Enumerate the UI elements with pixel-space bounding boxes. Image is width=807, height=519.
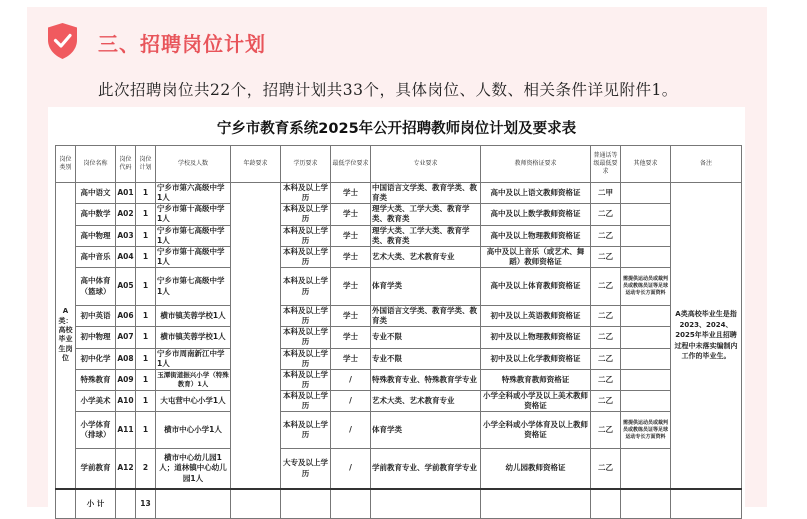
cell-other: 需提供运动员或裁判员或教练员证等足球运动专长方面资料 <box>621 412 671 449</box>
cell-name: 小学体育（排球） <box>76 412 116 449</box>
cell-plan: 1 <box>136 348 156 369</box>
cell-mandarin: 二乙 <box>591 246 621 267</box>
header-age: 年龄要求 <box>231 146 281 183</box>
table-title: 宁乡市教育系统2025年公开招聘教师岗位计划及要求表 <box>216 121 577 137</box>
table-row <box>56 225 742 246</box>
table-row <box>56 306 742 327</box>
cell-name: 学前教育 <box>76 449 116 489</box>
cell-name: 高中物理 <box>76 225 116 246</box>
cell-major: 专业不限 <box>371 327 481 348</box>
cell-plan: 2 <box>136 449 156 489</box>
cell-plan: 1 <box>136 225 156 246</box>
cell-certificate: 高中及以上音乐（或艺术、舞蹈）教师资格证 <box>481 246 591 267</box>
cell-major: 理学大类、工学大类、教育学类、教育类 <box>371 204 481 225</box>
cell-plan: 1 <box>136 391 156 412</box>
table-row <box>56 348 742 369</box>
cell-education: 本科及以上学历 <box>281 225 331 246</box>
table-row <box>56 183 742 204</box>
cell-major: 中国语言文学类、教育学类、教育类 <box>371 183 481 204</box>
cell-name: 初中化学 <box>76 348 116 369</box>
cell-major: 外国语言文学类、教育学类、教育类 <box>371 306 481 327</box>
cell-certificate: 小学全科或小学体育及以上教师资格证 <box>481 412 591 449</box>
recruitment-plan-table <box>55 145 742 519</box>
cell-name: 高中音乐 <box>76 246 116 267</box>
cell-code: A12 <box>116 449 136 489</box>
cell-certificate: 初中及以上化学教师资格证 <box>481 348 591 369</box>
cell-other <box>621 183 671 204</box>
cell-other <box>621 391 671 412</box>
cell-certificate: 高中及以上物理教师资格证 <box>481 225 591 246</box>
cell-plan: 1 <box>136 204 156 225</box>
cell-education: 本科及以上学历 <box>281 204 331 225</box>
cell-major: 理学大类、工学大类、教育学类、教育类 <box>371 225 481 246</box>
table-row <box>56 327 742 348</box>
cell-name: 初中英语 <box>76 306 116 327</box>
cell-certificate: 高中及以上语文教师资格证 <box>481 183 591 204</box>
cell-code: A11 <box>116 412 136 449</box>
cell-other <box>621 369 671 390</box>
cell-school: 大屯营中心小学1人 <box>156 391 231 412</box>
cell-certificate: 高中及以上体育教师资格证 <box>481 268 591 306</box>
cell-degree: / <box>331 369 371 390</box>
category-cell: A类：高校毕业生岗位 <box>56 183 76 489</box>
cell-school: 横市中心小学1人 <box>156 412 231 449</box>
cell-plan: 1 <box>136 183 156 204</box>
cell-plan: 1 <box>136 246 156 267</box>
age-cell <box>231 183 281 489</box>
cell-mandarin: 二乙 <box>591 306 621 327</box>
cell-school: 宁乡市周南新江中学1人 <box>156 348 231 369</box>
subtotal-row <box>56 489 742 519</box>
cell-mandarin: 二乙 <box>591 369 621 390</box>
table-row <box>56 204 742 225</box>
cell-certificate: 幼儿园教师资格证 <box>481 449 591 489</box>
cell-education: 本科及以上学历 <box>281 268 331 306</box>
cell-major: 学前教育专业、学前教育学专业 <box>371 449 481 489</box>
cell-degree: 学士 <box>331 246 371 267</box>
table-row <box>56 412 742 449</box>
cell-certificate: 初中及以上英语教师资格证 <box>481 306 591 327</box>
cell-code: A05 <box>116 268 136 306</box>
header-major: 专业要求 <box>371 146 481 183</box>
cell-education: 本科及以上学历 <box>281 391 331 412</box>
cell-name: 高中语文 <box>76 183 116 204</box>
cell-major: 体育学类 <box>371 412 481 449</box>
intro-paragraph: 此次招聘岗位共22个，招聘计划共33个，具体岗位、人数、相关条件详见附件1。 <box>98 81 678 99</box>
cell-mandarin: 二乙 <box>591 268 621 306</box>
cell-code: A10 <box>116 391 136 412</box>
cell-plan: 1 <box>136 268 156 306</box>
cell-major: 特殊教育专业、特殊教育学专业 <box>371 369 481 390</box>
cell-education: 本科及以上学历 <box>281 246 331 267</box>
cell-degree: 学士 <box>331 327 371 348</box>
table-row <box>56 268 742 306</box>
cell-other <box>621 246 671 267</box>
cell-mandarin: 二乙 <box>591 204 621 225</box>
table-header-row <box>56 146 742 183</box>
cell-other <box>621 348 671 369</box>
cell-name: 初中物理 <box>76 327 116 348</box>
cell-mandarin: 二乙 <box>591 449 621 489</box>
cell-degree: 学士 <box>331 225 371 246</box>
cell-major: 艺术大类、艺术教育专业 <box>371 246 481 267</box>
cell-school: 宁乡市第七高级中学1人 <box>156 268 231 306</box>
cell-degree: 学士 <box>331 183 371 204</box>
cell-school: 宁乡市第十高级中学1人 <box>156 204 231 225</box>
cell-plan: 1 <box>136 412 156 449</box>
cell-education: 本科及以上学历 <box>281 412 331 449</box>
cell-other <box>621 449 671 489</box>
cell-certificate: 特殊教育教师资格证 <box>481 369 591 390</box>
cell-code: A03 <box>116 225 136 246</box>
cell-education: 本科及以上学历 <box>281 183 331 204</box>
table-row <box>56 369 742 390</box>
cell-school: 宁乡市第六高级中学1人 <box>156 183 231 204</box>
section-heading: 三、招聘岗位计划 <box>98 32 266 56</box>
table-row <box>56 449 742 489</box>
cell-name: 高中体育（篮球） <box>76 268 116 306</box>
cell-degree: 学士 <box>331 204 371 225</box>
cell-mandarin: 二乙 <box>591 348 621 369</box>
table-row <box>56 246 742 267</box>
cell-mandarin: 二乙 <box>591 327 621 348</box>
cell-major: 体育学类 <box>371 268 481 306</box>
cell-name: 特殊教育 <box>76 369 116 390</box>
cell-other <box>621 225 671 246</box>
table-row <box>56 391 742 412</box>
cell-school: 横市镇芙蓉学校1人 <box>156 306 231 327</box>
cell-code: A01 <box>116 183 136 204</box>
cell-code: A09 <box>116 369 136 390</box>
cell-plan: 1 <box>136 306 156 327</box>
cell-degree: / <box>331 391 371 412</box>
cell-education: 本科及以上学历 <box>281 369 331 390</box>
cell-certificate: 小学全科或小学及以上美术教师资格证 <box>481 391 591 412</box>
cell-education: 本科及以上学历 <box>281 327 331 348</box>
header-certificate: 教师资格证要求 <box>481 146 591 183</box>
cell-mandarin: 二乙 <box>591 412 621 449</box>
cell-code: A02 <box>116 204 136 225</box>
header-education: 学历要求 <box>281 146 331 183</box>
cell-degree: 学士 <box>331 306 371 327</box>
remark-cell: A类高校毕业生是指2023、2024、2025年毕业且招聘过程中未落实编制内工作的毕业生。 <box>671 183 742 489</box>
cell-major: 专业不限 <box>371 348 481 369</box>
cell-name: 高中数学 <box>76 204 116 225</box>
cell-school: 宁乡市第七高级中学1人 <box>156 225 231 246</box>
cell-mandarin: 二乙 <box>591 225 621 246</box>
cell-code: A06 <box>116 306 136 327</box>
cell-degree: / <box>331 449 371 489</box>
cell-degree: / <box>331 412 371 449</box>
cell-education: 本科及以上学历 <box>281 306 331 327</box>
cell-name: 小学美术 <box>76 391 116 412</box>
cell-plan: 1 <box>136 327 156 348</box>
cell-certificate: 初中及以上物理教师资格证 <box>481 327 591 348</box>
cell-school: 宁乡市第十高级中学1人 <box>156 246 231 267</box>
subtotal-plan: 13 <box>136 489 156 519</box>
cell-code: A07 <box>116 327 136 348</box>
shield-check-icon <box>46 22 79 60</box>
cell-degree: 学士 <box>331 348 371 369</box>
cell-mandarin: 二乙 <box>591 391 621 412</box>
cell-other <box>621 306 671 327</box>
cell-certificate: 高中及以上数学教师资格证 <box>481 204 591 225</box>
cell-other <box>621 327 671 348</box>
cell-education: 大专及以上学历 <box>281 449 331 489</box>
header-school: 学校及人数 <box>156 146 231 183</box>
recruitment-table-image <box>48 107 745 507</box>
cell-education: 本科及以上学历 <box>281 348 331 369</box>
cell-school: 横市中心幼儿园1人；道林镇中心幼儿园1人 <box>156 449 231 489</box>
cell-school: 玉潭街道振兴小学（特殊教育）1人 <box>156 369 231 390</box>
cell-school: 横市镇芙蓉学校1人 <box>156 327 231 348</box>
cell-degree: 学士 <box>331 268 371 306</box>
cell-major: 艺术大类、艺术教育专业 <box>371 391 481 412</box>
cell-other <box>621 204 671 225</box>
header-code: 岗位代码 <box>116 146 136 183</box>
header-mandarin: 普通话等级最低要求 <box>591 146 621 183</box>
cell-code: A08 <box>116 348 136 369</box>
header-category: 岗位类别 <box>56 146 76 183</box>
cell-code: A04 <box>116 246 136 267</box>
header-degree: 最低学位要求 <box>331 146 371 183</box>
header-other: 其他要求 <box>621 146 671 183</box>
cell-mandarin: 二甲 <box>591 183 621 204</box>
cell-other: 需提供运动员或裁判员或教练员证等足球运动专长方面资料 <box>621 268 671 306</box>
cell-plan: 1 <box>136 369 156 390</box>
header-name: 岗位名称 <box>76 146 116 183</box>
header-plan: 岗位计划 <box>136 146 156 183</box>
subtotal-label: 小 计 <box>76 489 116 519</box>
header-remark: 备注 <box>671 146 742 183</box>
